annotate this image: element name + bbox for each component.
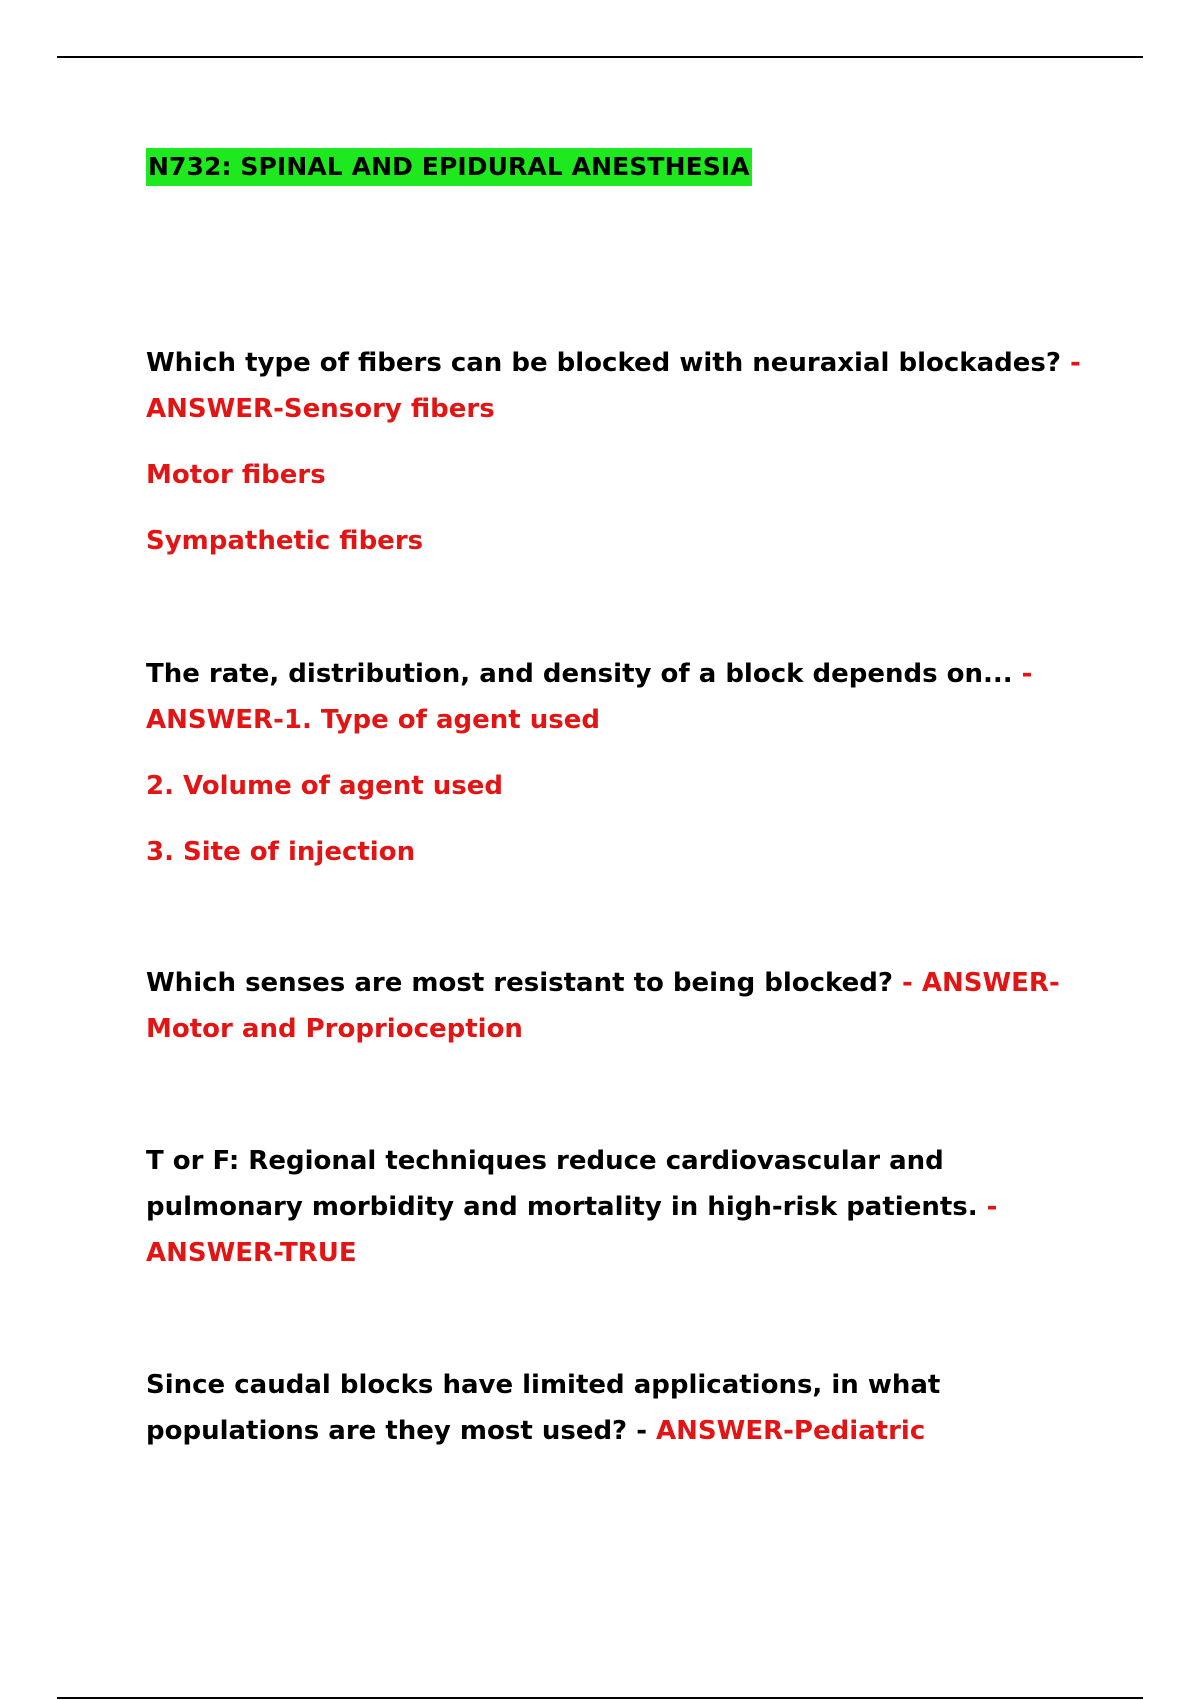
qa-item xyxy=(146,651,1086,875)
question-text: The rate, distribution, and density of a block depends on... xyxy=(146,659,1013,689)
answer-separator: - xyxy=(1012,659,1033,689)
answer-text: ANSWER-Sensory fibers xyxy=(146,394,495,424)
answer-continuation: 3. Site of injection xyxy=(146,837,416,867)
answer-continuation: Motor fibers xyxy=(146,460,326,490)
answer-separator: - xyxy=(892,968,922,998)
answer-text: ANSWER-Motor and Proprioception xyxy=(146,968,1060,1044)
answer-separator: - xyxy=(627,1416,657,1446)
answer-separator: - xyxy=(1060,348,1081,378)
answer-text: ANSWER-TRUE xyxy=(146,1238,357,1268)
qa-item xyxy=(146,960,1086,1052)
qa-question-line xyxy=(146,651,1086,743)
qa-item xyxy=(146,1138,1086,1276)
answer-continuation: 2. Volume of agent used xyxy=(146,771,504,801)
qa-question-line xyxy=(146,960,1086,1052)
question-text: Since caudal blocks have limited applications, in what populations are they most used? xyxy=(146,1370,941,1446)
answer-text: ANSWER-1. Type of agent used xyxy=(146,705,601,735)
bottom-rule xyxy=(57,1697,1143,1699)
question-text: T or F: Regional techniques reduce cardiovascular and pulmonary morbidity and mortality in high-risk patients. xyxy=(146,1146,978,1222)
qa-question-line xyxy=(146,1138,1086,1276)
qa-item xyxy=(146,340,1086,564)
answer-text: ANSWER-Pediatric xyxy=(656,1416,926,1446)
answer-continuation: Sympathetic fibers xyxy=(146,526,424,556)
qa-question-line xyxy=(146,1362,1086,1454)
qa-item xyxy=(146,1362,1086,1454)
question-text: Which senses are most resistant to being blocked? xyxy=(146,968,893,998)
document-title: N732: SPINAL AND EPIDURAL ANESTHESIA xyxy=(146,148,752,186)
answer-separator: - xyxy=(977,1192,998,1222)
question-text: Which type of fibers can be blocked with neuraxial blockades? xyxy=(146,348,1061,378)
top-rule xyxy=(57,56,1143,58)
qa-question-line xyxy=(146,340,1086,432)
